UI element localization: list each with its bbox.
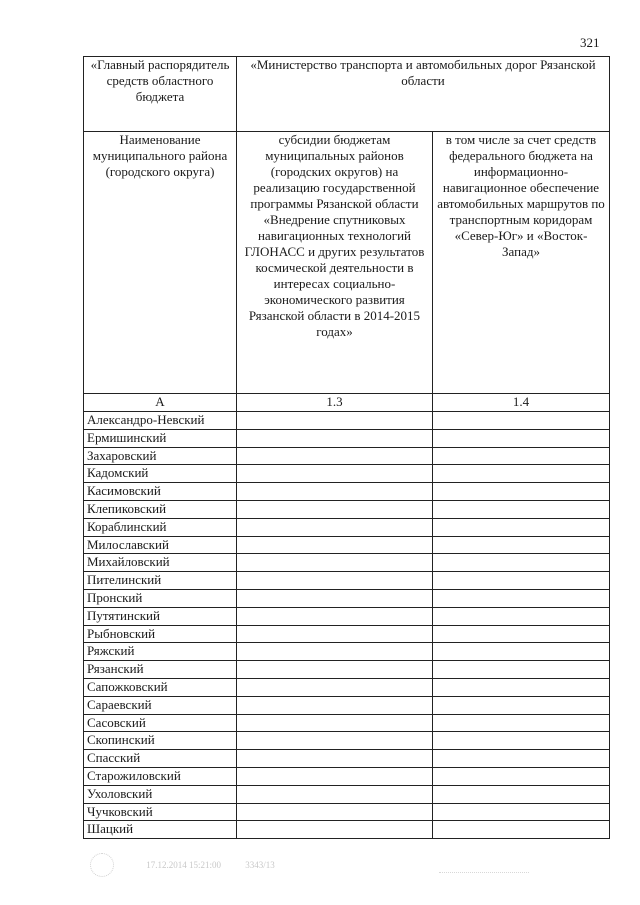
col2-header: в том числе за счет средств федерального бюджета на информационно-навигационное обеспечение автомобильных маршрутов по транспортным коридорам «Север-Юг» и «Восток-Запад»	[433, 132, 610, 394]
col2-value	[433, 412, 610, 430]
table-row	[84, 607, 610, 625]
district-name: Сасовский	[84, 714, 237, 732]
district-name: Касимовский	[84, 483, 237, 501]
table-row	[84, 714, 610, 732]
col2-value	[433, 429, 610, 447]
code-col1: 1.3	[237, 394, 433, 412]
col2-value	[433, 607, 610, 625]
col2-value	[433, 750, 610, 768]
col1-value	[237, 750, 433, 768]
table-row	[84, 518, 610, 536]
col1-value	[237, 572, 433, 590]
page-number: 321	[580, 35, 600, 50]
footer-datetime: 17.12.2014 15:21:00	[146, 860, 222, 870]
district-name: Клепиковский	[84, 500, 237, 518]
col1-value	[237, 785, 433, 803]
district-name: Кадомский	[84, 465, 237, 483]
col1-value	[237, 678, 433, 696]
col2-value	[433, 572, 610, 590]
col2-value	[433, 625, 610, 643]
district-name: Чучковский	[84, 803, 237, 821]
col1-value	[237, 483, 433, 501]
district-name: Михайловский	[84, 554, 237, 572]
table-row	[84, 536, 610, 554]
col2-value	[433, 732, 610, 750]
admin-label-cell: «Главный распорядитель средств областного бюджета	[84, 57, 237, 132]
table-row	[84, 643, 610, 661]
col2-value	[433, 554, 610, 572]
footer-doc-id: 3343/13	[245, 860, 275, 870]
table-row	[84, 554, 610, 572]
table-row	[84, 572, 610, 590]
col1-value	[237, 554, 433, 572]
table-row	[84, 785, 610, 803]
district-name: Путятинский	[84, 607, 237, 625]
col2-value	[433, 821, 610, 839]
col2-value	[433, 767, 610, 785]
col1-value	[237, 465, 433, 483]
col2-value	[433, 589, 610, 607]
district-name: Рязанский	[84, 661, 237, 679]
col1-value	[237, 803, 433, 821]
col2-value	[433, 661, 610, 679]
col2-value	[433, 483, 610, 501]
table-row	[84, 589, 610, 607]
col1-value	[237, 500, 433, 518]
table-row	[84, 678, 610, 696]
district-name: Милославский	[84, 536, 237, 554]
col2-value	[433, 643, 610, 661]
table-row	[84, 429, 610, 447]
table-row	[84, 465, 610, 483]
col2-value	[433, 447, 610, 465]
col1-value	[237, 714, 433, 732]
table-row	[84, 412, 610, 430]
table-row	[84, 483, 610, 501]
col2-value	[433, 803, 610, 821]
ministry-cell: «Министерство транспорта и автомобильных дорог Рязанской области	[237, 57, 610, 132]
district-name: Ухоловский	[84, 785, 237, 803]
col1-value	[237, 661, 433, 679]
col1-value	[237, 447, 433, 465]
name-column-header: Наименование муниципального района (городского округа)	[84, 132, 237, 394]
col1-value	[237, 643, 433, 661]
col1-value	[237, 767, 433, 785]
col1-value	[237, 518, 433, 536]
table-row	[84, 750, 610, 768]
table-row	[84, 767, 610, 785]
table-row	[84, 447, 610, 465]
col1-header: субсидии бюджетам муниципальных районов (городских округов) на реализацию государственной программы Рязанской области «Внедрение спутниковых навигационных технологий ГЛОНАСС и других результатов космической деятельности в интересах социально-экономического развития Рязанской области в 2014-2015 годах»	[237, 132, 433, 394]
col1-value	[237, 821, 433, 839]
district-name: Пителинский	[84, 572, 237, 590]
district-name: Шацкий	[84, 821, 237, 839]
district-name: Старожиловский	[84, 767, 237, 785]
district-name: Рыбновский	[84, 625, 237, 643]
col2-value	[433, 714, 610, 732]
district-name: Захаровский	[84, 447, 237, 465]
district-name: Александро-Невский	[84, 412, 237, 430]
col1-value	[237, 732, 433, 750]
code-name: А	[84, 394, 237, 412]
col2-value	[433, 518, 610, 536]
budget-table	[83, 56, 610, 839]
seal-icon	[90, 853, 114, 877]
table-row	[84, 625, 610, 643]
district-name: Сараевский	[84, 696, 237, 714]
col2-value	[433, 465, 610, 483]
col2-value	[433, 696, 610, 714]
col1-value	[237, 536, 433, 554]
code-row	[84, 394, 610, 412]
col2-value	[433, 536, 610, 554]
table-row	[84, 696, 610, 714]
code-col2: 1.4	[433, 394, 610, 412]
district-name: Сапожковский	[84, 678, 237, 696]
col1-value	[237, 607, 433, 625]
col1-value	[237, 429, 433, 447]
table-row	[84, 500, 610, 518]
table-row	[84, 661, 610, 679]
district-name: Ермишинский	[84, 429, 237, 447]
col2-value	[433, 678, 610, 696]
header-row-admin	[84, 57, 610, 132]
signature-mark	[439, 858, 529, 873]
col1-value	[237, 412, 433, 430]
district-name: Кораблинский	[84, 518, 237, 536]
header-row-columns	[84, 132, 610, 394]
district-name: Пронский	[84, 589, 237, 607]
table-row	[84, 821, 610, 839]
col1-value	[237, 589, 433, 607]
table-row	[84, 803, 610, 821]
district-rows	[84, 412, 610, 839]
col2-value	[433, 500, 610, 518]
col1-value	[237, 696, 433, 714]
table-row	[84, 732, 610, 750]
footer-stamp	[90, 853, 551, 877]
district-name: Скопинский	[84, 732, 237, 750]
col1-value	[237, 625, 433, 643]
col2-value	[433, 785, 610, 803]
district-name: Ряжский	[84, 643, 237, 661]
district-name: Спасский	[84, 750, 237, 768]
